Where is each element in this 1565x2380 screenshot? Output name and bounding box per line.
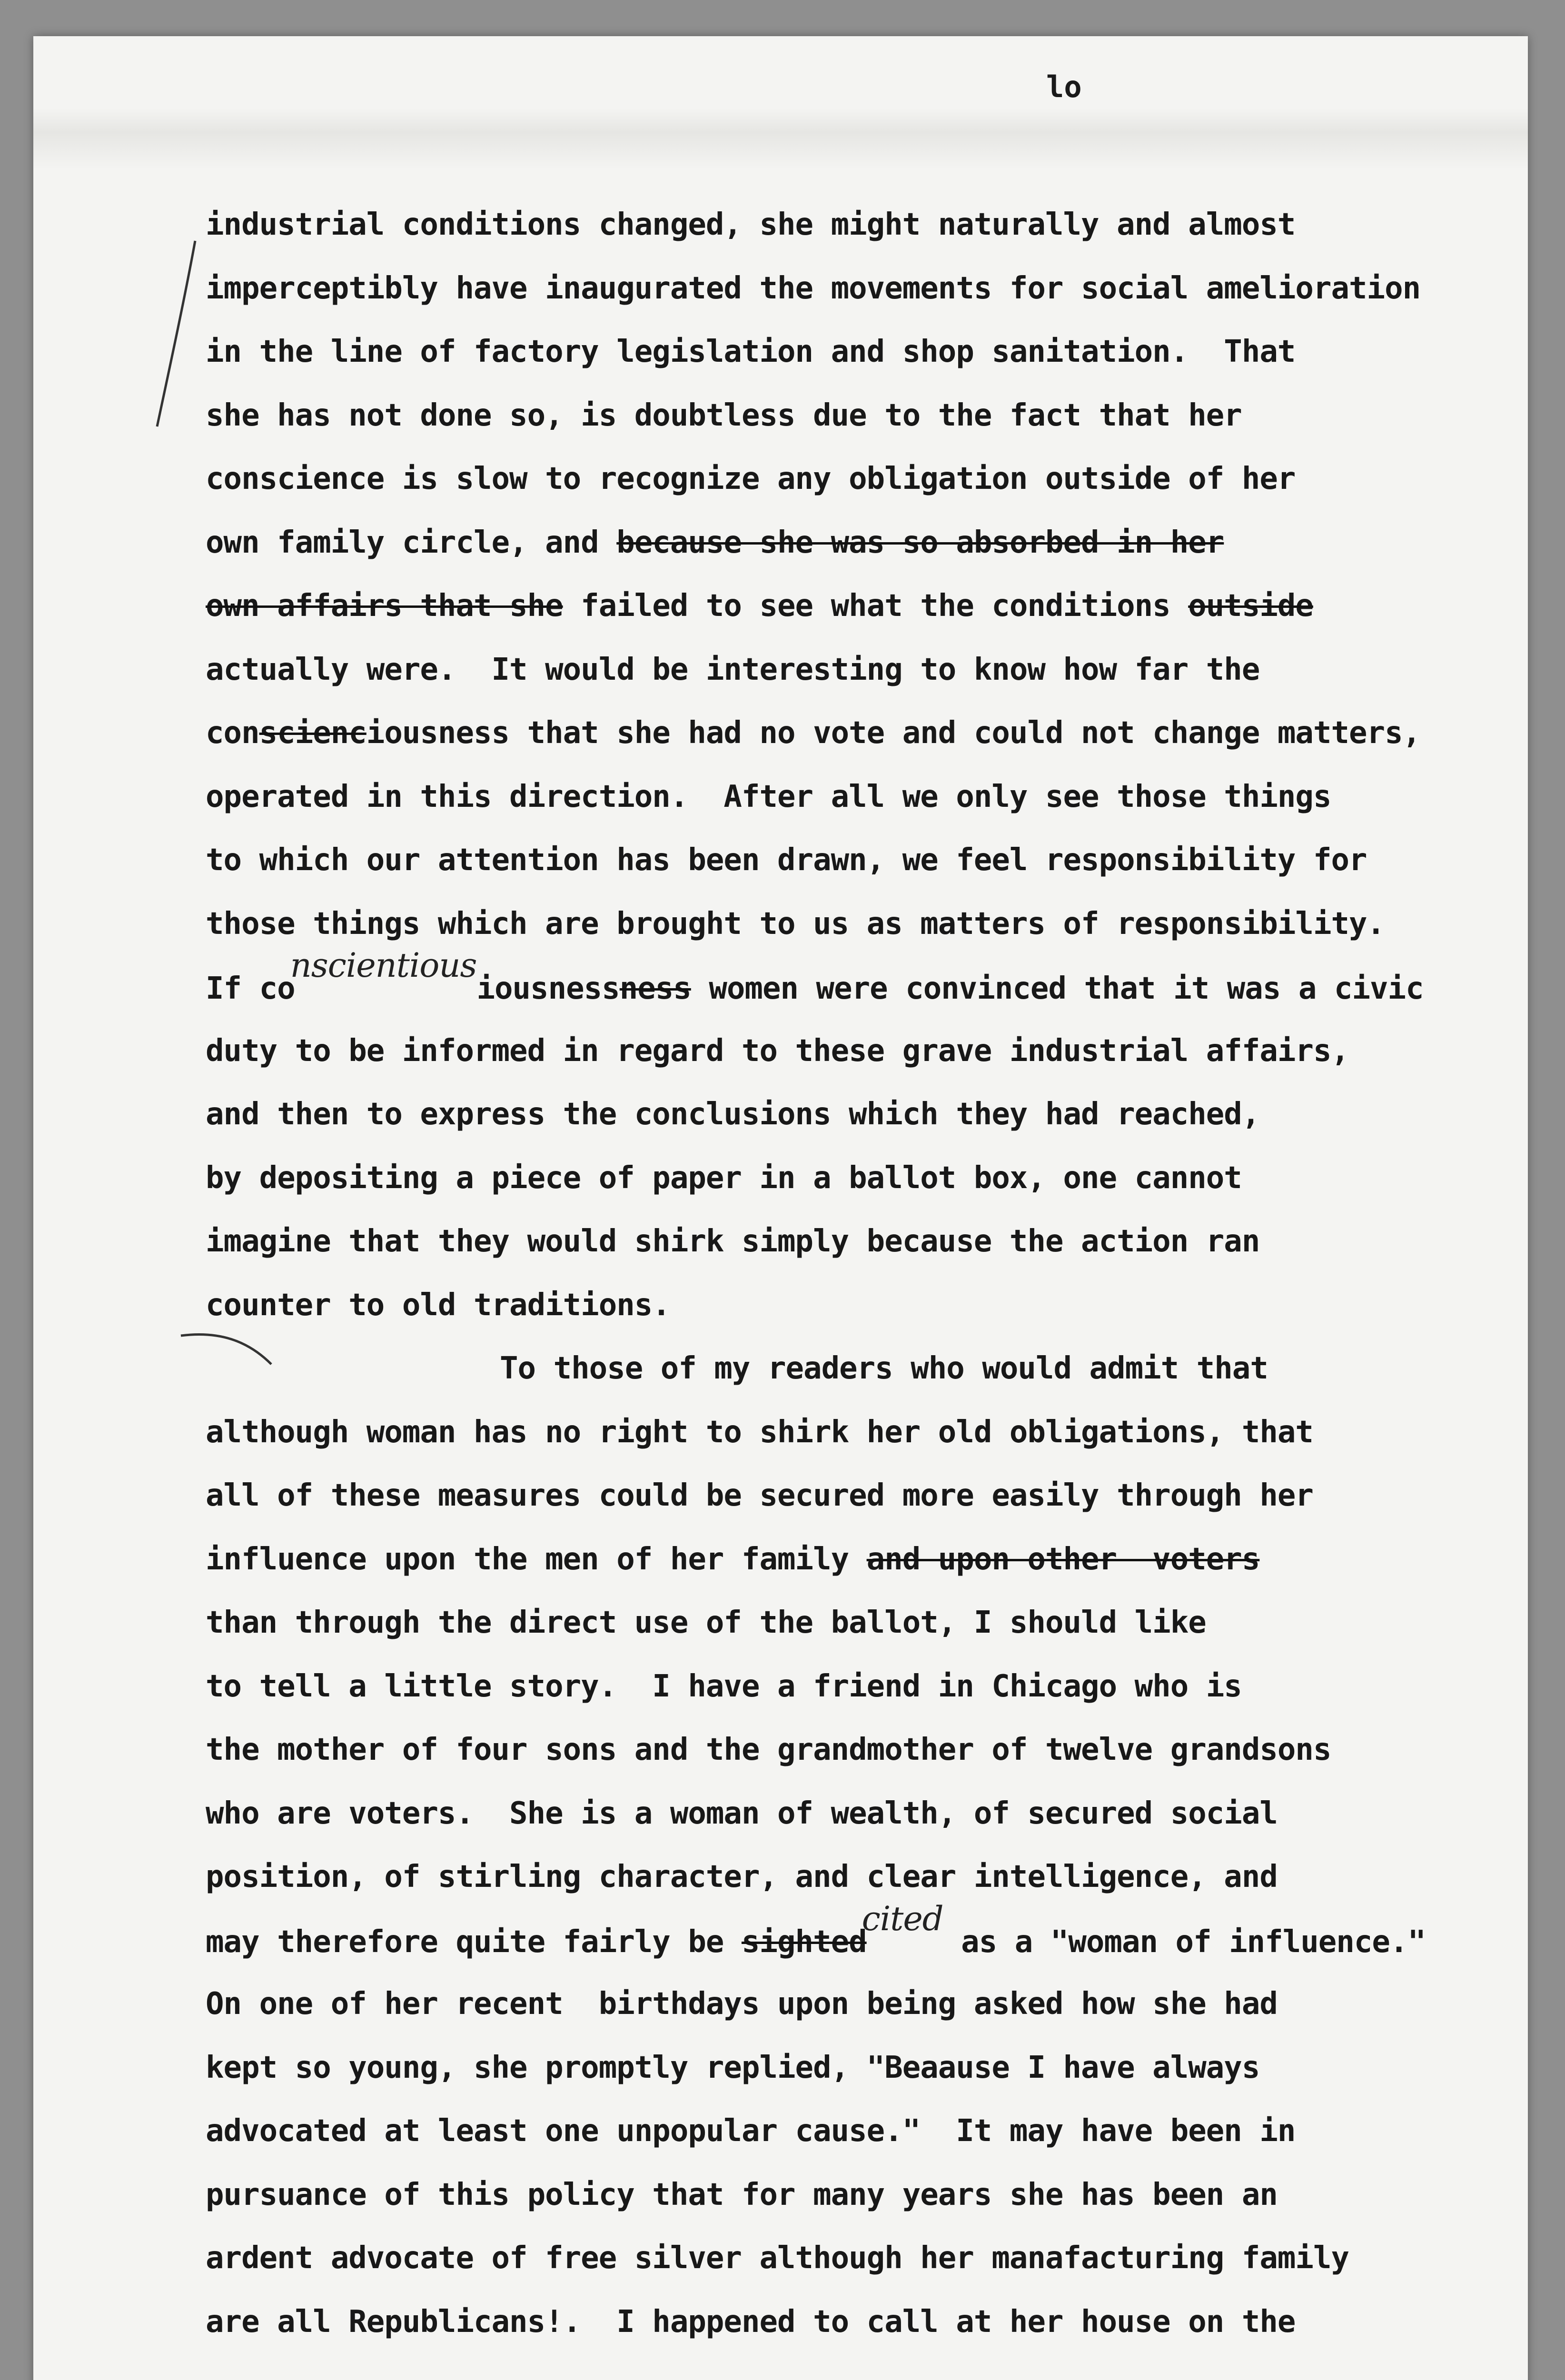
handwritten-insertion: cited [862, 1899, 943, 1938]
line-segment: iousness that she had no vote and could not change matters, [366, 715, 1421, 751]
text-line: are all Republicans!. I happened to call at her house on the [206, 2304, 1296, 2340]
struck-text: because she was so absorbed in her [616, 525, 1224, 560]
struck-text: scienc [259, 715, 366, 751]
page-number: lo [1046, 69, 1082, 104]
text-line: although woman has no right to shirk her old obligations, that [206, 1414, 1313, 1450]
text-line: imagine that they would shirk simply because the action ran [206, 1224, 1260, 1259]
line-segment: may therefore quite fairly be [206, 1924, 742, 1960]
text-line: imperceptibly have inaugurated the movements for social amelioration [206, 270, 1421, 306]
line-segment: own family circle, and [206, 525, 617, 560]
text-line: counter to old traditions. [206, 1287, 670, 1323]
line-segment: iousness [476, 971, 620, 1006]
line-segment: failed to see what the conditions [563, 588, 1189, 624]
text-line: operated in this direction. After all we only see those things [206, 779, 1331, 814]
struck-text: outside [1188, 588, 1313, 624]
struck-text: and upon other voters [866, 1541, 1260, 1577]
text-line: to which our attention has been drawn, we feel responsibility for [206, 843, 1367, 878]
struck-text: own affairs that she [206, 588, 563, 624]
text-line: the mother of four sons and the grandmother of twelve grandsons [206, 1732, 1331, 1767]
text-line [206, 1528, 1491, 1592]
document-page [33, 36, 1528, 2380]
text-line: duty to be informed in regard to these grave industrial affairs, [206, 1033, 1349, 1069]
struck-text: sighted [741, 1924, 867, 1960]
text-line: On one of her recent birthdays upon being asked how she had [206, 1986, 1278, 2022]
text-line [206, 1899, 1491, 1973]
line-segment: con [206, 715, 259, 751]
text-line: those things which are brought to us as matters of responsibility. [206, 906, 1385, 942]
text-line: ardent advocate of free silver although her manafacturing family [206, 2241, 1349, 2276]
text-line [206, 702, 1491, 765]
text-line: in the line of factory legislation and shop sanitation. That [206, 334, 1296, 369]
text-line: who are voters. She is a woman of wealth, of secured social [206, 1795, 1278, 1831]
text-line: position, of stirling character, and clear intelligence, and [206, 1859, 1278, 1894]
text-line: to tell a little story. I have a friend in Chicago who is [206, 1668, 1242, 1704]
text-line: pursuance of this policy that for many years she has been an [206, 2177, 1278, 2212]
margin-pencil-line-icon [148, 236, 205, 436]
text-line: advocated at least one unpopular cause." It may have been in [206, 2113, 1296, 2149]
text-line [206, 946, 1491, 1020]
text-line: actually were. It would be interesting to know how far the [206, 652, 1260, 687]
struck-text: ness [619, 971, 691, 1006]
line-segment: influence upon the men of her family [206, 1541, 867, 1577]
text-line: she has not done so, is doubtless due to the fact that her [206, 397, 1242, 433]
text-line [206, 575, 1491, 638]
text-line: all of these measures could be secured more easily through her [206, 1478, 1313, 1513]
text-line: and then to express the conclusions which they had reached, [206, 1097, 1260, 1132]
text-line: kept so young, she promptly replied, "Beaause I have always [206, 2050, 1260, 2085]
text-line: conscience is slow to recognize any obligation outside of her [206, 461, 1296, 496]
text-line: than through the direct use of the ballot, I should like [206, 1605, 1206, 1640]
text-line: To those of my readers who would admit that [500, 1351, 1268, 1386]
text-line: by depositing a piece of paper in a ballot box, one cannot [206, 1160, 1242, 1196]
line-segment: as a "woman of influence." [943, 1924, 1426, 1960]
text-line [206, 511, 1491, 575]
handwritten-insertion: nscientious [290, 946, 477, 985]
text-line: industrial conditions changed, she might naturally and almost [206, 207, 1296, 242]
line-segment: women were convinced that it was a civic [691, 971, 1424, 1006]
scan-shading [33, 108, 1528, 169]
body-text [206, 193, 1491, 2354]
line-segment: If co [206, 971, 295, 1006]
